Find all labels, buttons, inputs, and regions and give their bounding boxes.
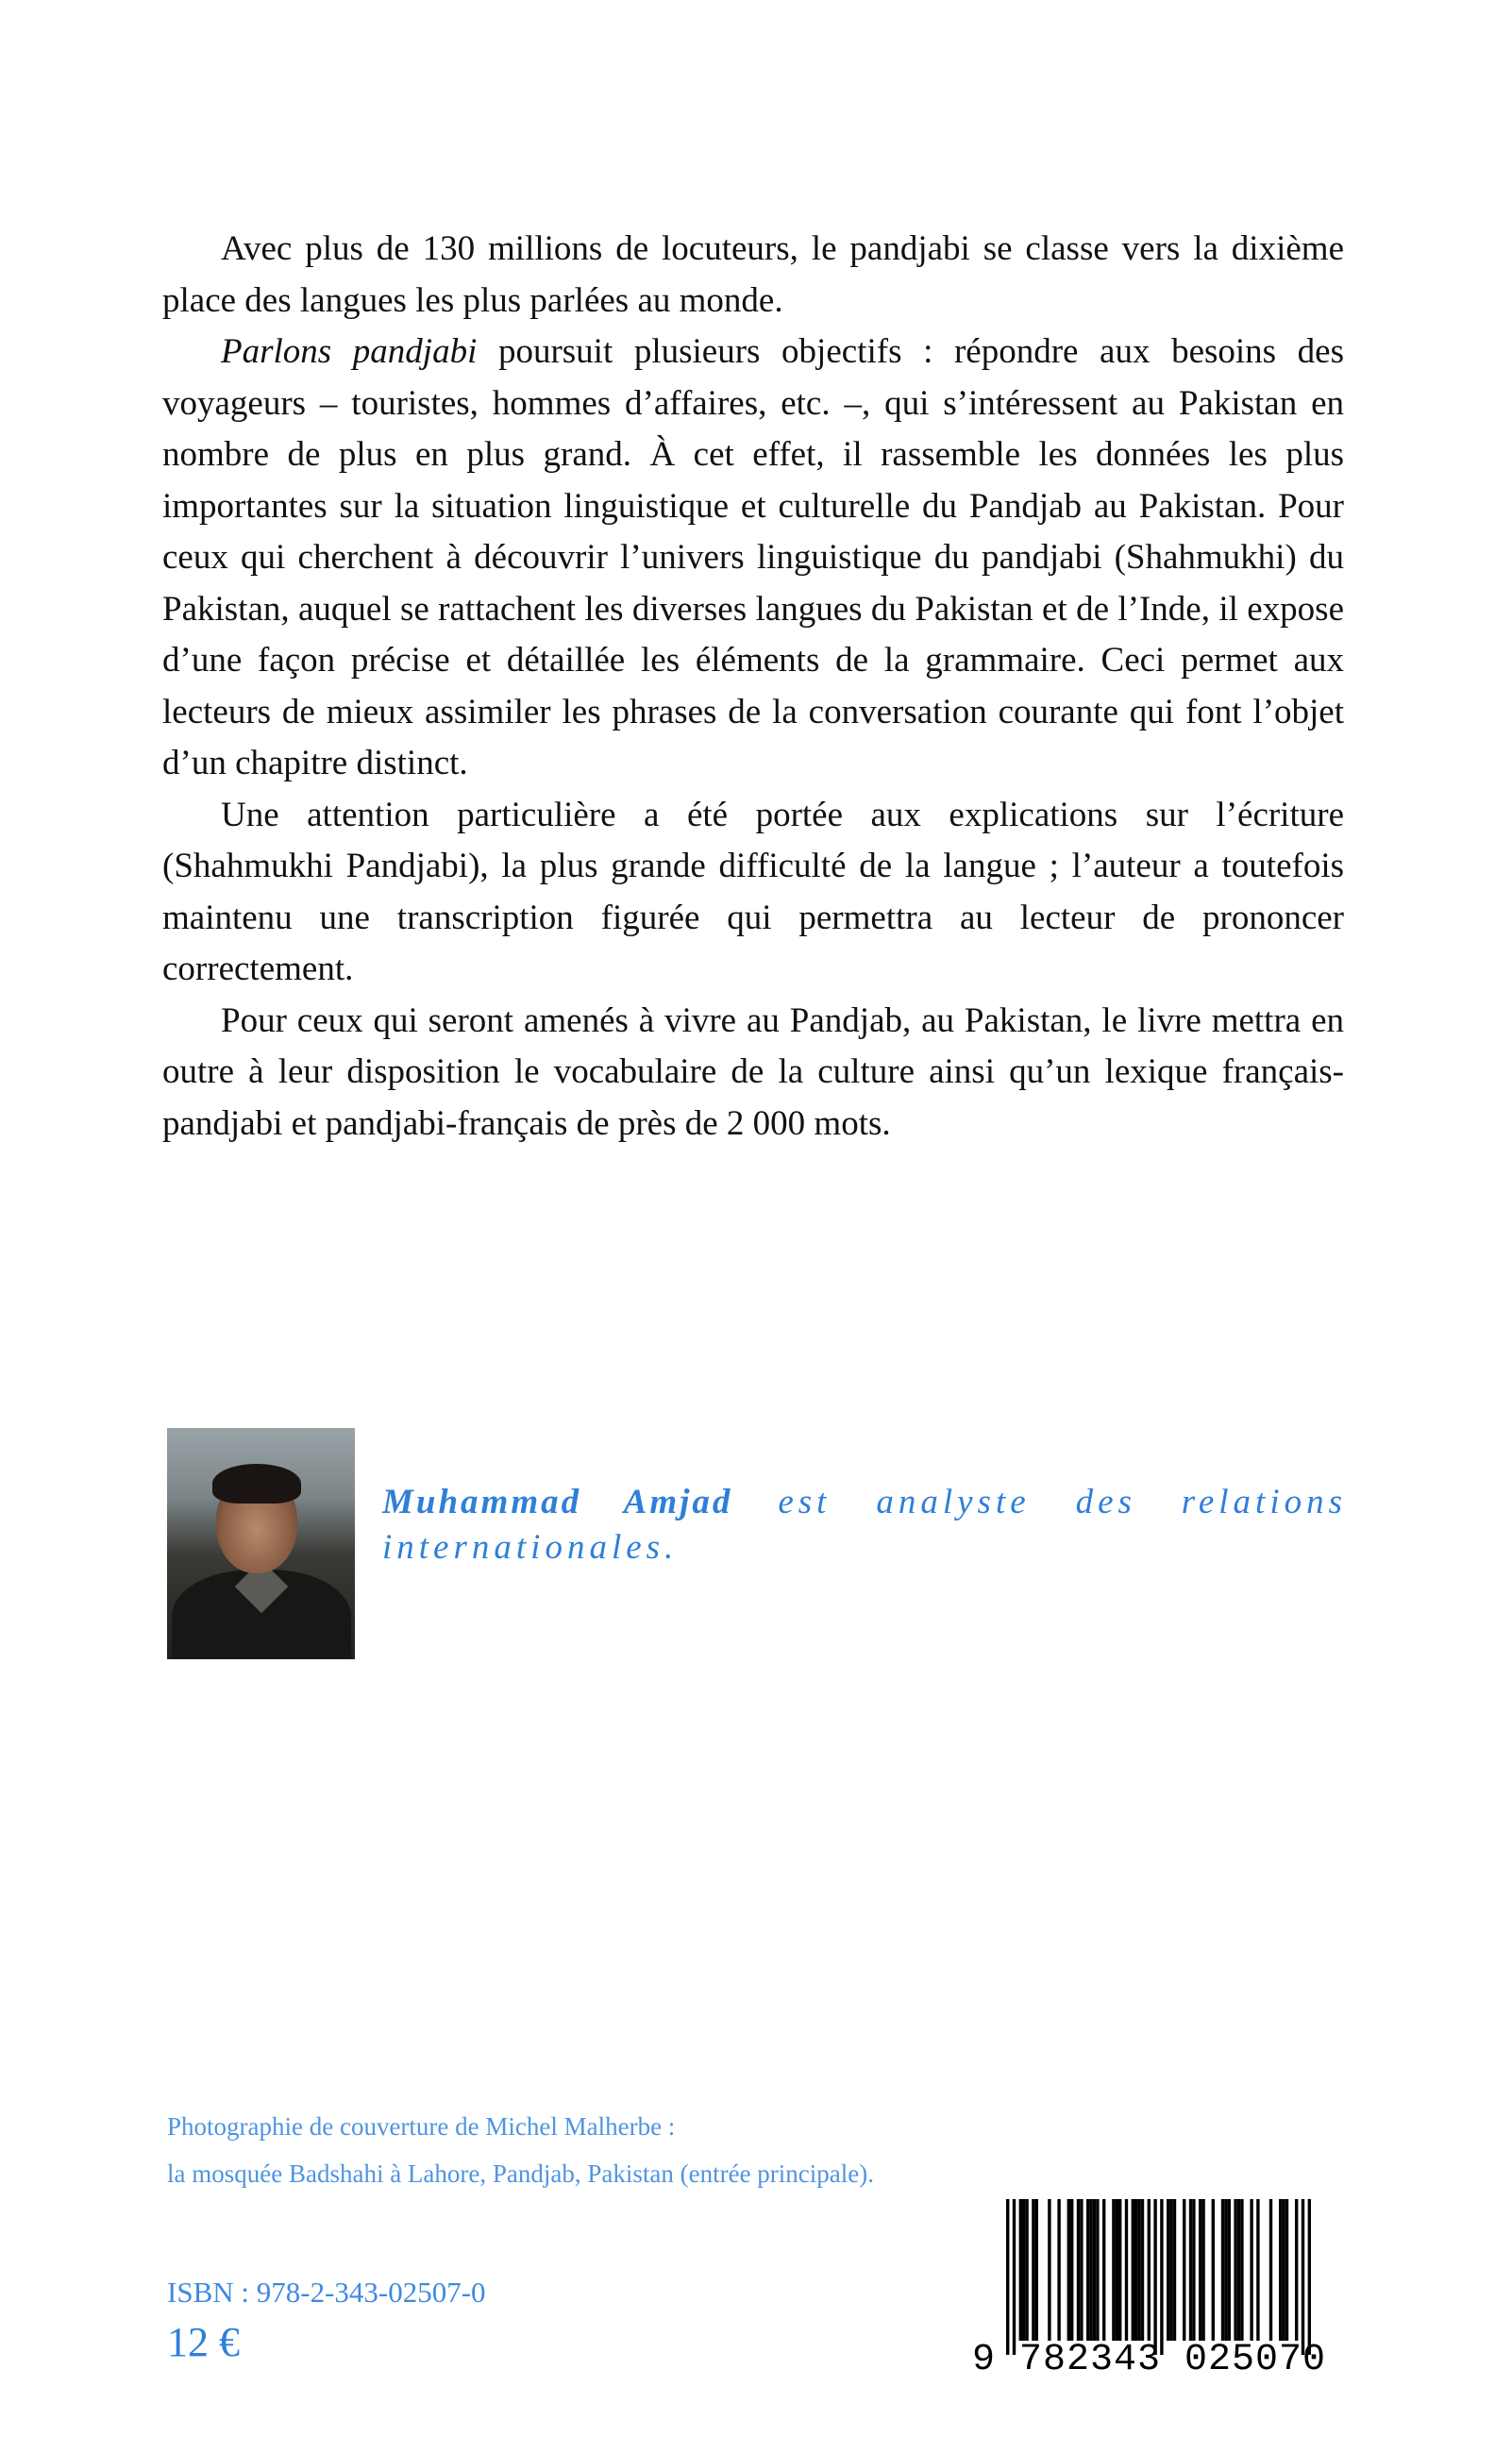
barcode-bar	[1308, 2199, 1311, 2355]
barcode-bar	[1269, 2199, 1272, 2341]
barcode-bars	[1006, 2199, 1346, 2360]
barcode-bar	[1070, 2199, 1073, 2341]
cover-photo-credit	[167, 2103, 1111, 2197]
barcode-bar	[1189, 2199, 1192, 2341]
summary-paragraph-1	[162, 224, 1344, 327]
barcode-bar	[1282, 2199, 1285, 2341]
author-photo-hair	[212, 1464, 301, 1504]
barcode-bar	[1137, 2199, 1140, 2341]
author-name: Muhammad Amjad	[382, 1483, 733, 1521]
barcode-bar	[1086, 2199, 1089, 2341]
book-title-italic: Parlons pandjabi	[221, 332, 478, 371]
barcode-bar	[1250, 2199, 1252, 2341]
barcode-bar	[1013, 2199, 1016, 2355]
barcode-digits: 9 782343 025070	[972, 2339, 1327, 2381]
barcode-bar	[1112, 2199, 1115, 2341]
summary-paragraph-3	[162, 790, 1344, 996]
barcode-bar	[1237, 2199, 1240, 2341]
summary-paragraph-2-text: poursuit plusieurs objectifs : répondre aux besoins des voyageurs – touristes, hommes d’affaires, etc. –, qui s’intéressent au Pakistan en nombre de plus en plus grand. À cet effet, il rassemble les données les plus importantes sur la situation linguistique et culturelle du Pandjab au Pakistan. Pour ceux qui cherchent à découvrir l’univers linguistique du pandjabi (Shahmukhi) du Pakistan, auquel se rattachent les diverses langues du Pakistan et de l’Inde, il expose d’une façon précise et détaillée les éléments de la grammaire. Ceci permet aux lecteurs de mieux assimiler les phrases de la conversation courante qui font l’objet d’un chapitre distinct.	[162, 332, 1345, 782]
barcode-bar	[1199, 2199, 1201, 2341]
barcode-bar	[1302, 2199, 1304, 2355]
barcode-bar	[1192, 2199, 1195, 2341]
summary-paragraph-3-text: Une attention particulière a été portée aux explications sur l’écriture (Shahmukhi Pandjabi), la plus grande difficulté de la langue ; l’auteur a toutefois maintenu une transcription figurée qui permettra au lecteur de prononcer correctement.	[162, 795, 1344, 988]
barcode-bar	[1160, 2199, 1163, 2355]
barcode-bar	[1118, 2199, 1121, 2341]
barcode-bar	[1221, 2199, 1224, 2341]
credit-line-1: Photographie de couverture de Michel Malherbe :	[167, 2112, 676, 2141]
author-bio	[382, 1480, 1347, 1571]
barcode-bar	[1080, 2199, 1083, 2341]
credit-line-2: la mosquée Badshahi à Lahore, Pandjab, Pakistan (entrée principale).	[167, 2159, 874, 2188]
barcode-bar	[1201, 2199, 1204, 2341]
barcode-bar	[1256, 2199, 1259, 2341]
barcode-bar	[1032, 2199, 1034, 2341]
barcode-bar	[1183, 2199, 1185, 2341]
barcode-bar	[1022, 2199, 1025, 2341]
barcode-bar	[1102, 2199, 1105, 2341]
barcode-bar	[1067, 2199, 1070, 2341]
book-summary	[162, 224, 1344, 1150]
author-photo	[167, 1428, 355, 1659]
barcode-bar	[1134, 2199, 1137, 2341]
barcode-bar	[1224, 2199, 1227, 2341]
summary-paragraph-4	[162, 996, 1344, 1151]
barcode-bar	[1057, 2199, 1060, 2341]
barcode-bar	[1234, 2199, 1236, 2341]
barcode-bar	[1173, 2199, 1176, 2341]
barcode-bar	[1093, 2199, 1096, 2341]
barcode-bar	[1285, 2199, 1288, 2341]
barcode-bar	[1228, 2199, 1231, 2341]
barcode-bar	[1019, 2199, 1022, 2341]
barcode-bar	[1295, 2199, 1298, 2341]
barcode-bar	[1089, 2199, 1092, 2341]
barcode-bar	[1141, 2199, 1144, 2341]
barcode-bar	[1006, 2199, 1009, 2355]
barcode-bar	[1167, 2199, 1169, 2341]
barcode-bar	[1132, 2199, 1134, 2341]
barcode-bar	[1148, 2199, 1151, 2341]
barcode-bar	[1077, 2199, 1080, 2341]
barcode-bar	[1240, 2199, 1243, 2341]
barcode-bar	[1279, 2199, 1282, 2341]
barcode-bar	[1025, 2199, 1028, 2341]
barcode-bar	[1048, 2199, 1050, 2341]
price: 12 €	[167, 2319, 240, 2365]
summary-paragraph-2	[162, 327, 1344, 790]
barcode-bar	[1096, 2199, 1099, 2341]
author-bio-text: est analyste des relations internationales.	[382, 1483, 1347, 1567]
summary-paragraph-4-text: Pour ceux qui seront amenés à vivre au Pandjab, au Pakistan, le livre mettra en outre à leur disposition le vocabulaire de la culture ainsi qu’un lexique français-pandjabi et pandjabi-français de près de 2 000 mots.	[162, 1000, 1344, 1143]
barcode-bar	[1125, 2199, 1128, 2341]
author-block	[167, 1428, 1349, 1659]
summary-paragraph-1-text: Avec plus de 130 millions de locuteurs, le pandjabi se classe vers la dixième place des langues les plus parlées au monde.	[162, 229, 1344, 320]
barcode-bar	[1035, 2199, 1038, 2341]
barcode-bar	[1169, 2199, 1172, 2341]
barcode	[972, 2188, 1350, 2388]
barcode-bar	[1116, 2199, 1118, 2341]
barcode-bar	[1212, 2199, 1215, 2341]
barcode-bar	[1153, 2199, 1156, 2355]
isbn: ISBN : 978-2-343-02507-0	[167, 2276, 486, 2309]
